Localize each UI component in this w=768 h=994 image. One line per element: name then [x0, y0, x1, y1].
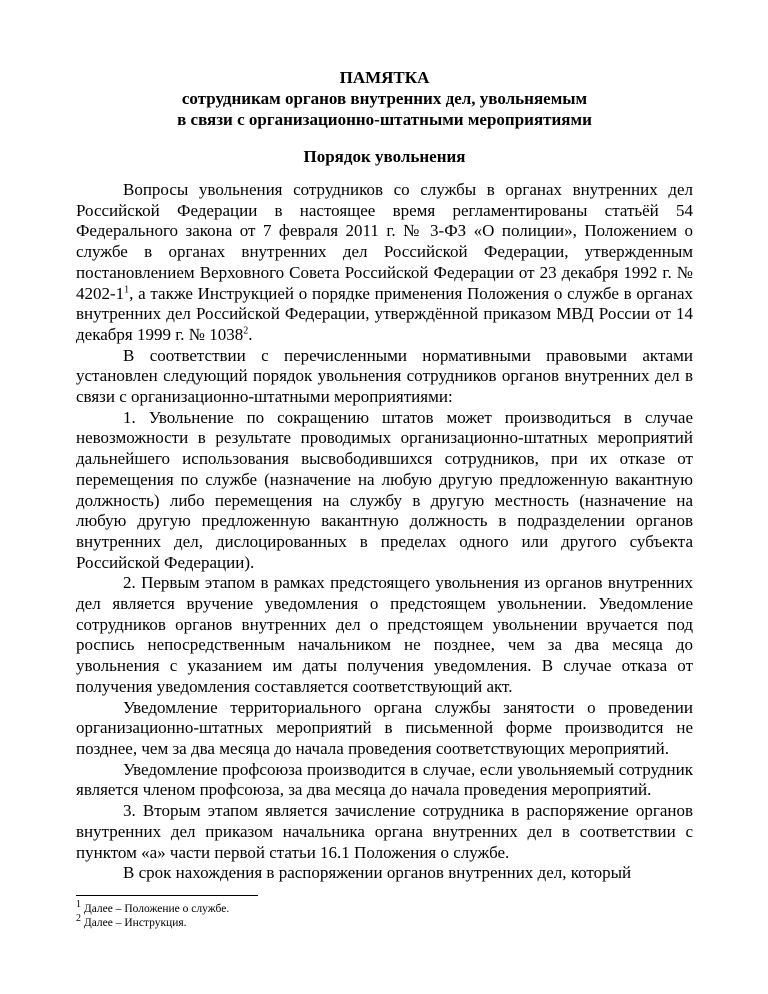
paragraph-1-part-a: Вопросы увольнения сотрудников со службы в органах внутренних дел Российской Федерации в настоящее время регламентированы статьёй 54 Федерального закона от 7 февраля 2011 г. № 3-ФЗ «О полиции», Положением о службе в органах внутренних дел Российской Федерации, утвержденным постановлением Верховного Совета Российской Федерации от 23 декабря 1992 г. № 4202-1 — [76, 180, 693, 303]
footnote-1-text: Далее – Положение о службе. — [81, 903, 230, 915]
footnote-ref-2: 2 — [243, 325, 249, 337]
paragraph-1-part-c: . — [248, 324, 253, 344]
footnote-ref-1: 1 — [124, 283, 130, 295]
paragraph-5: Уведомление территориального органа службы занятости о проведении организационно-штатных мероприятий в письменной форме производится не позднее, чем за два месяца до начала проведения соответствующих мероприятий. — [76, 697, 693, 758]
paragraph-1 — [76, 180, 693, 346]
body-text — [76, 180, 693, 884]
footnote-2-number: 2 — [76, 913, 81, 925]
document-subtitle-line-1: сотрудникам органов внутренних дел, увольняемым — [181, 89, 588, 108]
paragraph-2: В соответствии с перечисленными нормативными правовыми актами установлен следующий порядок увольнения сотрудников органов внутренних дел в связи с организационно-штатными мероприятиями: — [76, 345, 693, 407]
paragraph-6: Уведомление профсоюза производится в случае, если увольняемый сотрудник является членом профсоюза, за два месяца до начала проведения мероприятий. — [76, 759, 693, 800]
document-subtitle-line-2: в связи с организационно-штатными мероприятиями — [177, 110, 592, 129]
paragraph-4: 2. Первым этапом в рамках предстоящего увольнения из органов внутренних дел является вручение уведомления о предстоящем увольнении. Уведомление сотрудников органов внутренних дел о предстоящем увольнении вручается под роспись непосредственным начальником не позднее, чем за два месяца до увольнения с указанием им даты получения уведомления. В случае отказа от получения уведомления составляется соответствующий акт. — [76, 573, 693, 696]
footnote-1-number: 1 — [76, 899, 81, 911]
footnote-1 — [76, 899, 576, 916]
paragraph-8: В срок нахождения в распоряжении органов внутренних дел, который — [123, 863, 632, 883]
footnote-2 — [76, 913, 576, 930]
section-title: Порядок увольнения — [303, 147, 466, 166]
paragraph-1-part-b: , а также Инструкцией о порядке применения Положения о службе в органах внутренних дел Российской Федерации, утверждённой приказом МВД России от 14 декабря 1999 г. № 1038 — [76, 283, 693, 344]
footnote-divider — [76, 895, 258, 896]
paragraph-3: 1. Увольнение по сокращению штатов может производиться в случае невозможности в результате проводимых организационно-штатных мероприятий дальнейшего использования высвободившихся сотрудников, при их отказе от перемещения по службе (назначение на любую другую предложенную вакантную должность) либо перемещения на службу в другую местность (назначение на любую другую предложенную вакантную должность в подразделении органов внутренних дел, дислоцированных в пределах одного или другого субъекта Российской Федерации). — [76, 407, 693, 572]
footnote-2-text: Далее – Инструкция. — [81, 917, 187, 929]
paragraph-7: 3. Вторым этапом является зачисление сотрудника в распоряжение органов внутренних дел приказом начальника органа внутренних дел в соответствии с пунктом «а» части первой статьи 16.1 Положения о службе. — [76, 801, 693, 862]
document-title: ПАМЯТКА — [339, 68, 430, 87]
